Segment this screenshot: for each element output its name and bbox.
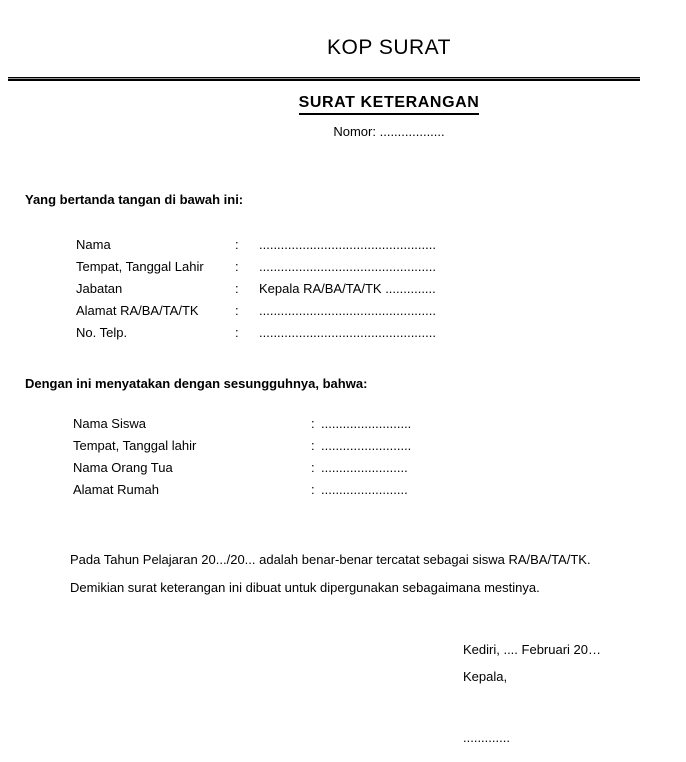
- field-value: ........................: [321, 459, 408, 475]
- field-value: ........................: [321, 481, 408, 497]
- closing-block: [463, 636, 601, 690]
- field-value: .................................................: [259, 324, 436, 340]
- field-separator: :: [311, 459, 315, 475]
- field-value: Kepala RA/BA/TA/TK ..............: [259, 280, 436, 296]
- field-row-no-telp: [76, 321, 496, 343]
- field-label: No. Telp.: [76, 324, 128, 340]
- letter-number-line: [92, 124, 686, 139]
- letter-title-text: SURAT KETERANGAN: [299, 94, 480, 115]
- field-label: Nama Orang Tua: [73, 459, 173, 475]
- field-row-nama-orang-tua: [73, 456, 453, 478]
- field-value: .................................................: [259, 302, 436, 318]
- statement-line-2: Demikian surat keterangan ini dibuat untuk dipergunakan sebagaimana mestinya.: [70, 580, 540, 595]
- field-separator: :: [311, 481, 315, 497]
- statement-line-1: Pada Tahun Pelajaran 20.../20... adalah benar-benar tercatat sebagai siswa RA/BA/TA/TK.: [70, 552, 591, 567]
- student-fields: [73, 412, 453, 500]
- field-value: .................................................: [259, 236, 436, 252]
- letterhead-divider: [8, 77, 640, 81]
- field-label: Jabatan: [76, 280, 123, 296]
- field-row-jabatan: [76, 277, 496, 299]
- field-value: .................................................: [259, 258, 436, 274]
- letter-number-label: Nomor:: [333, 124, 376, 139]
- field-label: Alamat Rumah: [73, 481, 159, 497]
- letter-number-value: ..................: [379, 124, 445, 139]
- field-value: .........................: [321, 437, 412, 453]
- field-value: .........................: [321, 415, 412, 431]
- field-separator: :: [235, 302, 239, 318]
- field-label: Nama Siswa: [73, 415, 146, 431]
- signatory-fields: [76, 233, 496, 343]
- field-label: Tempat, Tanggal lahir: [73, 437, 197, 453]
- field-row-tempat-tanggal-lahir-siswa: [73, 434, 453, 456]
- field-label: Tempat, Tanggal Lahir: [76, 258, 204, 274]
- statement-intro: Dengan ini menyatakan dengan sesungguhnya, bahwa:: [25, 376, 368, 391]
- field-row-nama-siswa: [73, 412, 453, 434]
- field-row-alamat: [76, 299, 496, 321]
- signatory-intro: Yang bertanda tangan di bawah ini:: [25, 192, 244, 207]
- field-separator: :: [311, 415, 315, 431]
- field-row-nama: [76, 233, 496, 255]
- field-separator: :: [235, 258, 239, 274]
- field-label: Nama: [76, 236, 111, 252]
- field-row-tempat-tanggal-lahir: [76, 255, 496, 277]
- letter-title: [92, 94, 686, 115]
- letterhead-title: KOP SURAT: [327, 36, 451, 59]
- field-label: Alamat RA/BA/TA/TK: [76, 302, 199, 318]
- field-separator: :: [311, 437, 315, 453]
- field-separator: :: [235, 236, 239, 252]
- field-separator: :: [235, 324, 239, 340]
- signature-name-dots: .............: [463, 730, 510, 745]
- statement-paragraph: [70, 546, 600, 602]
- place-date-line: Kediri, .... Februari 20…: [463, 642, 601, 657]
- field-separator: :: [235, 280, 239, 296]
- field-row-alamat-rumah: [73, 478, 453, 500]
- signer-title: Kepala,: [463, 669, 508, 684]
